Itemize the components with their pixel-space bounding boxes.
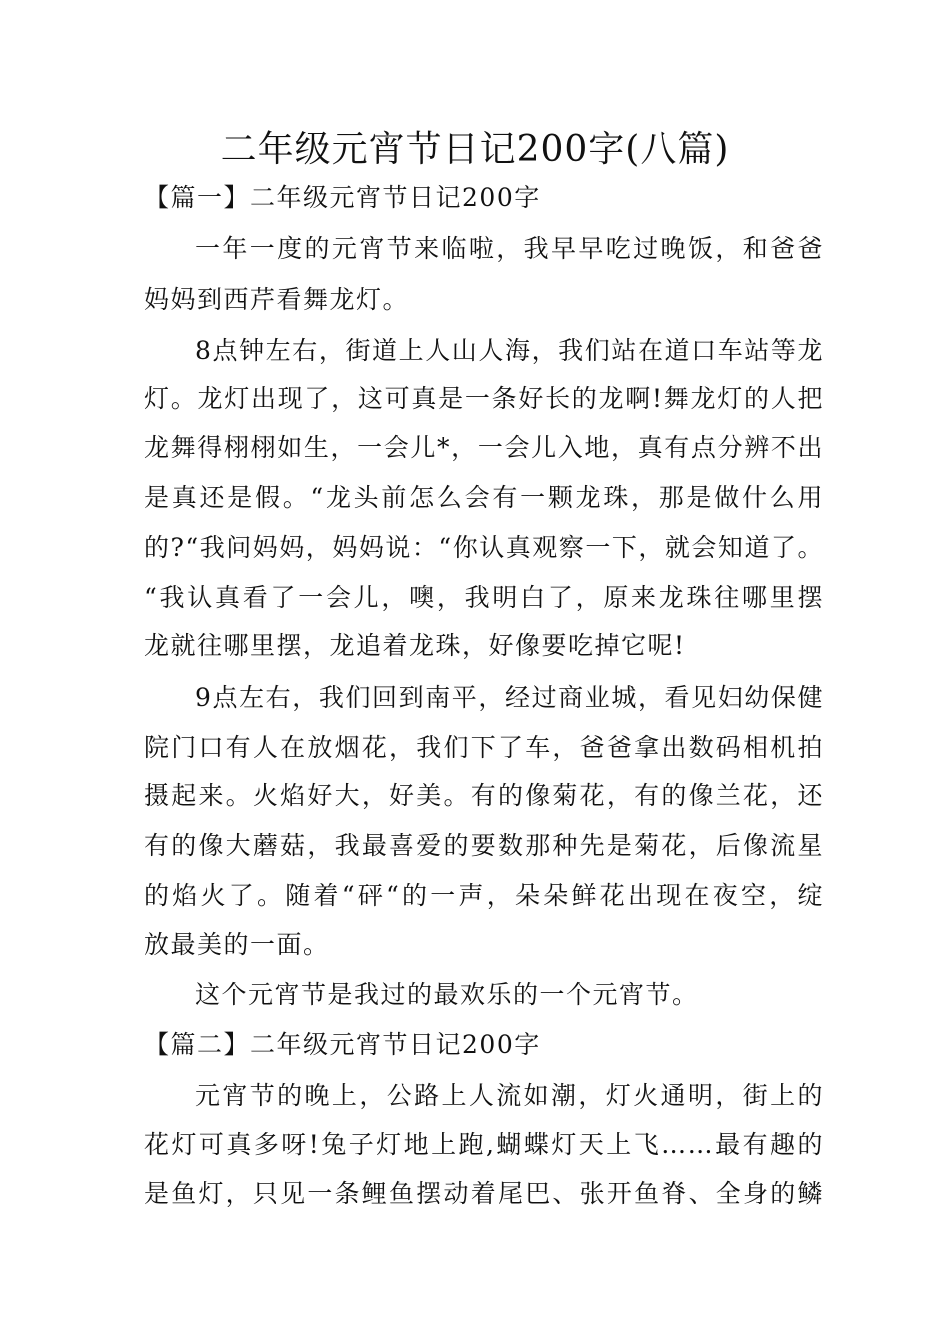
section-heading: 【篇一】二年级元宵节日记200字: [144, 183, 541, 212]
paragraph-line: 是鱼灯，只见一条鲤鱼摆动着尾巴、张开鱼脊、全身的鳞: [144, 1179, 824, 1208]
paragraph-line: 妈妈到西芹看舞龙灯。: [144, 285, 410, 314]
paragraph-line: 院门口有人在放烟花，我们下了车，爸爸拿出数码相机拍: [144, 733, 824, 762]
paragraph-line: 一年一度的元宵节来临啦，我早早吃过晚饭，和爸爸: [195, 234, 824, 263]
paragraph-line: 摄起来。火焰好大，好美。有的像菊花，有的像兰花，还: [144, 781, 824, 810]
paragraph-line: 这个元宵节是我过的最欢乐的一个元宵节。: [195, 980, 699, 1009]
paragraph-line: 的?“我问妈妈，妈妈说：“你认真观察一下，就会知道了。: [144, 533, 824, 562]
paragraph-line: 8点钟左右，街道上人山人海，我们站在道口车站等龙: [195, 336, 824, 365]
section-heading: 【篇二】二年级元宵节日记200字: [144, 1030, 541, 1059]
paragraph-line: 有的像大蘑菇，我最喜爱的要数那种先是菊花，后像流星: [144, 831, 824, 860]
paragraph-line: 的焰火了。随着“砰“的一声，朵朵鲜花出现在夜空，绽: [144, 881, 824, 910]
paragraph-line: 元宵节的晚上，公路上人流如潮，灯火通明，街上的: [195, 1081, 824, 1110]
paragraph-line: 龙舞得栩栩如生，一会儿*，一会儿入地，真有点分辨不出: [144, 433, 824, 462]
paragraph-line: 灯。龙灯出现了，这可真是一条好长的龙啊!舞龙灯的人把: [144, 384, 824, 413]
paragraph-line: 是真还是假。“龙头前怎么会有一颗龙珠，那是做什么用: [144, 483, 824, 512]
paragraph-line: “我认真看了一会儿，噢，我明白了，原来龙珠往哪里摆: [144, 583, 824, 612]
paragraph-line: 龙就往哪里摆，龙追着龙珠，好像要吃掉它呢!: [144, 631, 686, 660]
paragraph-line: 9点左右，我们回到南平，经过商业城，看见妇幼保健: [195, 683, 824, 712]
document-title: 二年级元宵节日记200字(八篇): [220, 129, 730, 170]
paragraph-line: 放最美的一面。: [144, 930, 330, 959]
paragraph-line: 花灯可真多呀!兔子灯地上跑,蝴蝶灯天上飞……最有趣的: [144, 1130, 824, 1159]
